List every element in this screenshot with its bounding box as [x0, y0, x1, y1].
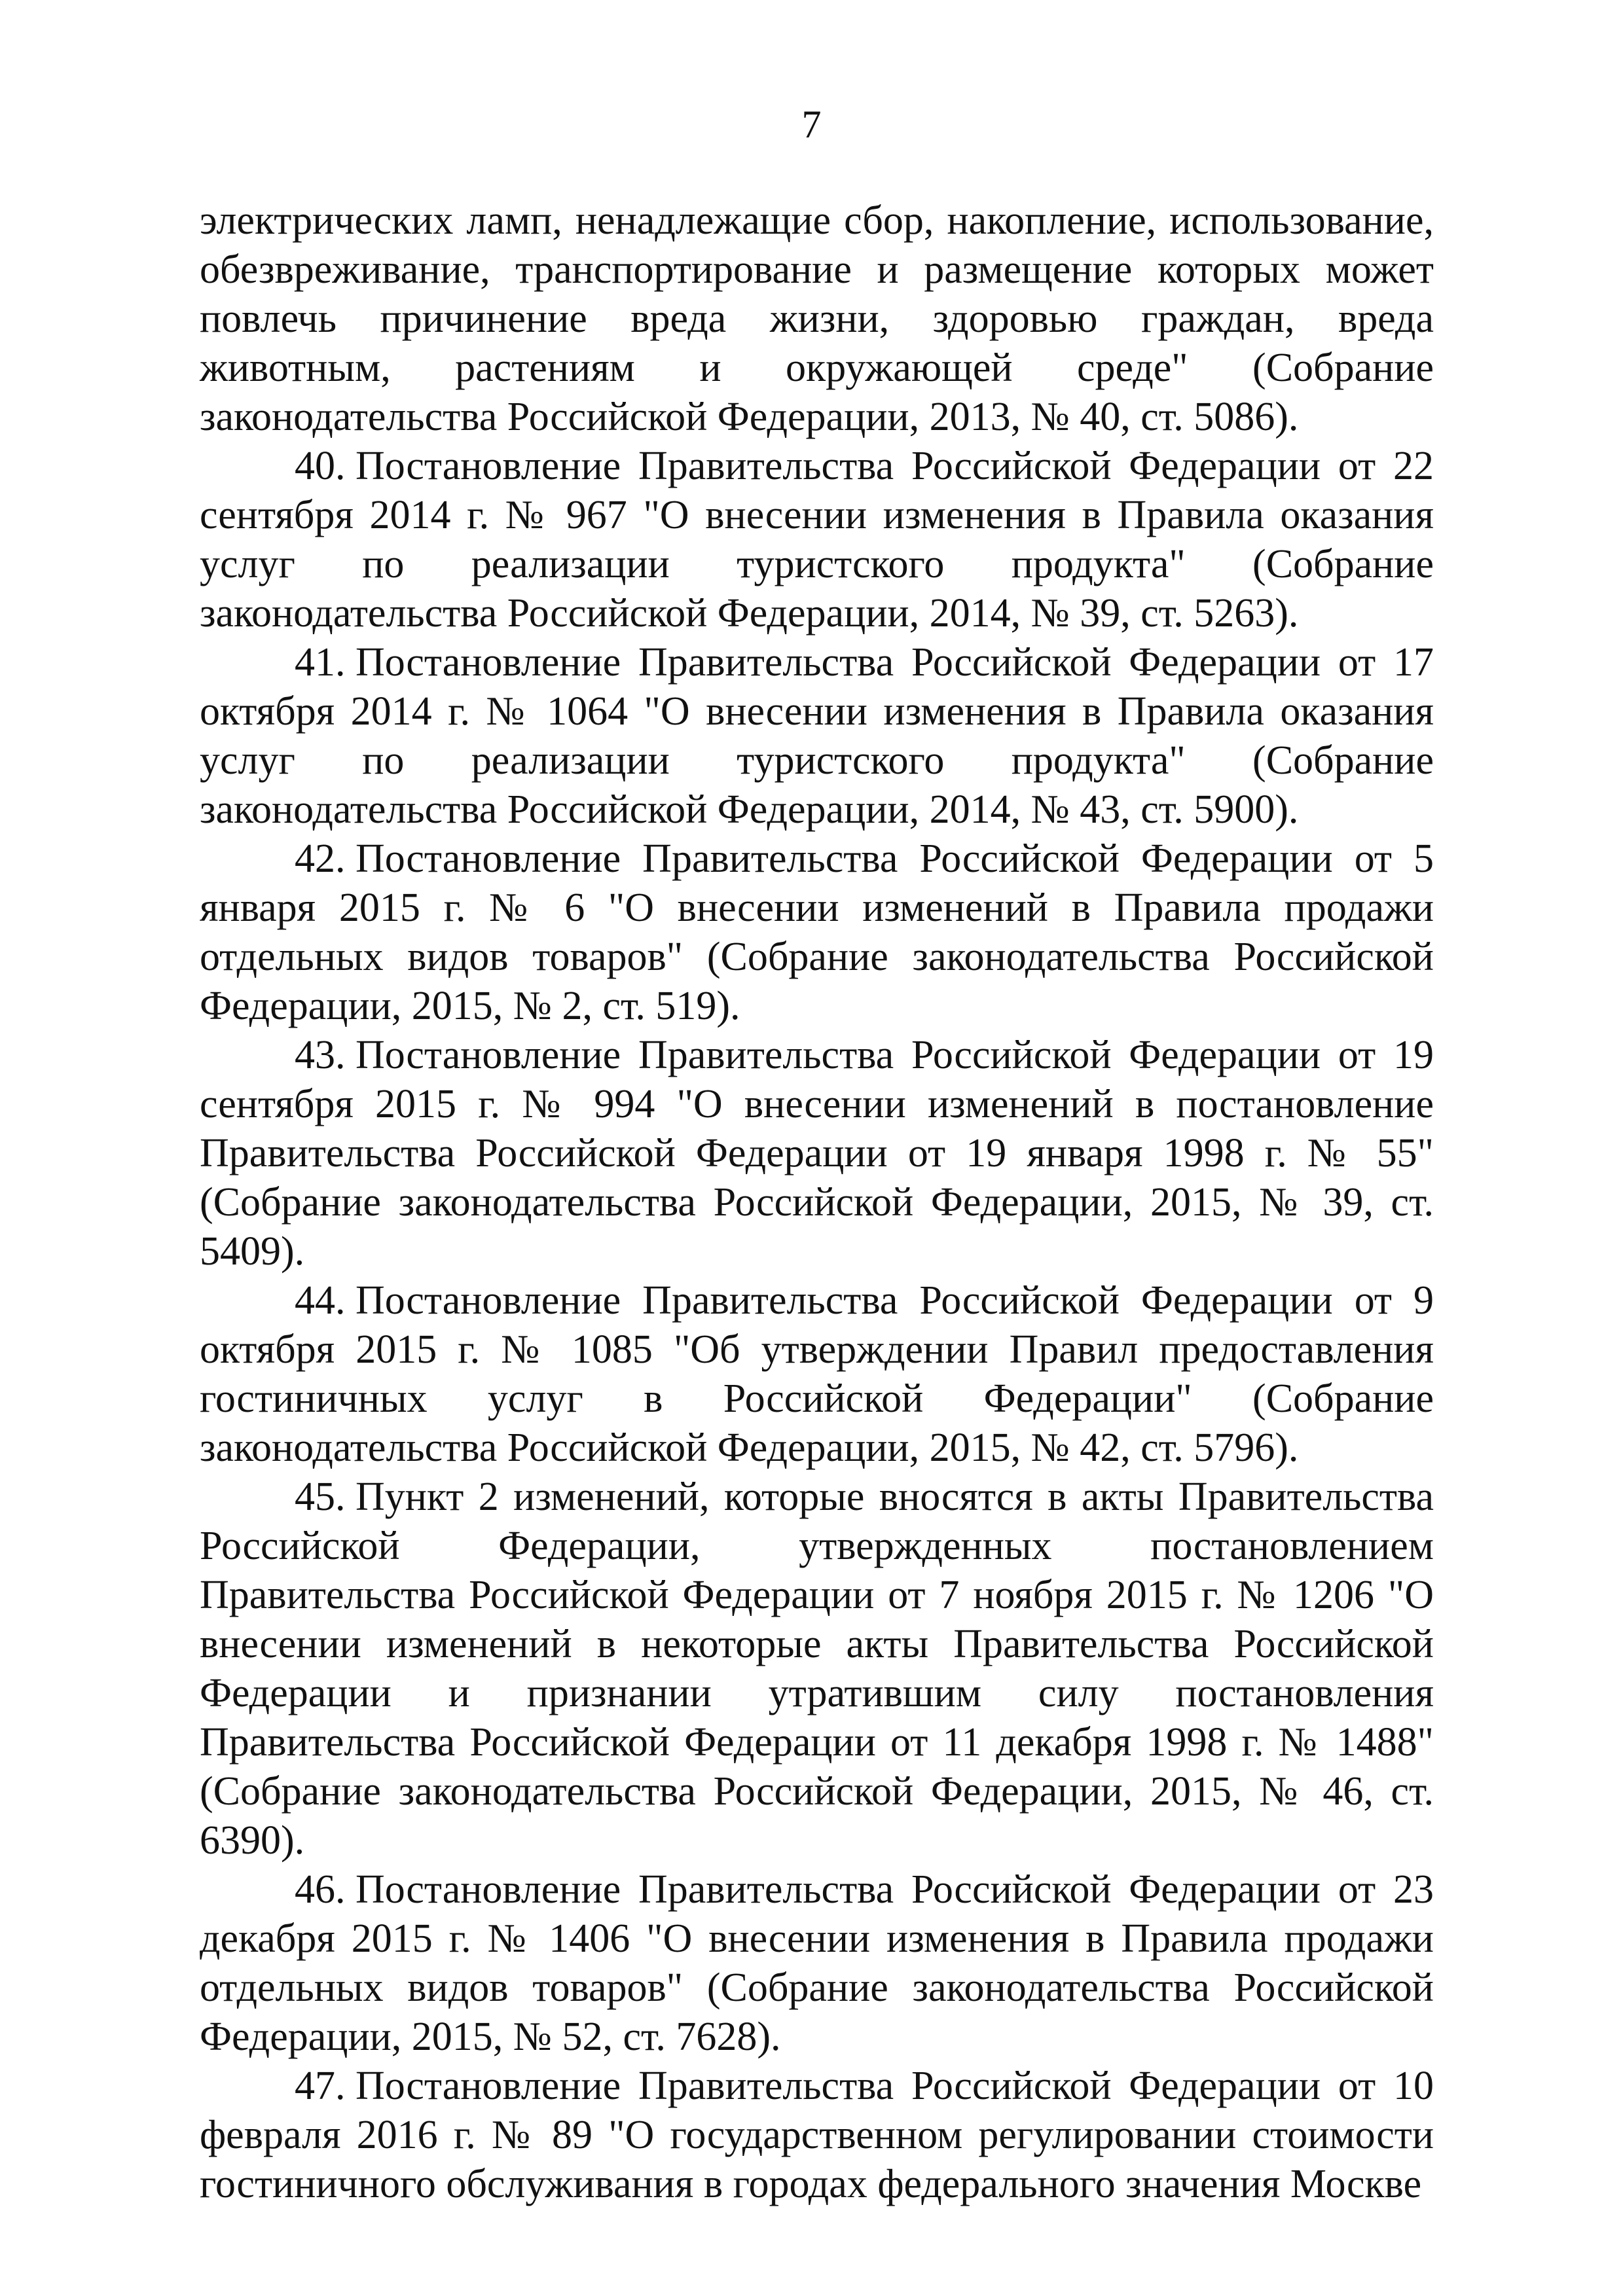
item-text: Пункт 2 изменений, которые вносятся в акты Правительства Российской Федерации, утвержденных постановлением Правительства Российской Федерации от 7 ноября 2015 г. № 1206 "О внесении изменений в некоторые акты Правительства Российской Федерации и признании утратившим силу постановления Правительства Российской Федерации от 11 декабря 1998 г. № 1488" (Собрание законодательства Российской Федерации, 2015, № 46, ст. 6390). [200, 1475, 1434, 1863]
item-number: 47. [295, 2064, 346, 2108]
item-number: 40. [295, 444, 346, 488]
item-text: Постановление Правительства Российской Федерации от 19 сентября 2015 г. № 994 "О внесении изменений в постановление Правительства Российской Федерации от 19 января 1998 г. № 55" (Собрание законодательства Российской Федерации, 2015, № 39, ст. 5409). [200, 1033, 1434, 1274]
page-number: 7 [801, 103, 822, 146]
item-text: Постановление Правительства Российской Федерации от 5 января 2015 г. № 6 "О внесении изменений в Правила продажи отдельных видов товаров" (Собрание законодательства Российской Федерации, 2015, № 2, ст. 519). [200, 836, 1434, 1028]
item-number: 46. [295, 1867, 346, 1912]
item-number: 44. [295, 1278, 346, 1323]
list-item-42 [200, 834, 1434, 1031]
item-text: Постановление Правительства Российской Федерации от 10 февраля 2016 г. № 89 "О государственном регулировании стоимости гостиничного обслуживания в городах федерального значения Москве [200, 2064, 1434, 2206]
list-item-45 [200, 1473, 1434, 1865]
item-number: 45. [295, 1475, 346, 1519]
item-text: Постановление Правительства Российской Федерации от 9 октября 2015 г. № 1085 "Об утверждении Правил предоставления гостиничных услуг в Российской Федерации" (Собрание законодательства Российской Федерации, 2015, № 42, ст. 5796). [200, 1278, 1434, 1470]
list-item-40 [200, 442, 1434, 638]
item-number: 42. [295, 836, 346, 881]
paragraph-text: электрических ламп, ненадлежащие сбор, накопление, использование, обезвреживание, транспортирование и размещение которых может повлечь причинение вреда жизни, здоровью граждан, вреда животным, растениям и окружающей среде" (Собрание законодательства Российской Федерации, 2013, № 40, ст. 5086). [200, 198, 1434, 439]
list-item-47 [200, 2062, 1434, 2209]
item-number: 43. [295, 1033, 346, 1077]
document-body [200, 196, 1434, 2209]
list-item-41 [200, 638, 1434, 834]
list-item-44 [200, 1276, 1434, 1473]
list-item-46 [200, 1865, 1434, 2062]
item-text: Постановление Правительства Российской Федерации от 17 октября 2014 г. № 1064 "О внесении изменения в Правила оказания услуг по реализации туристского продукта" (Собрание законодательства Российской Федерации, 2014, № 43, ст. 5900). [200, 640, 1434, 832]
list-item-43 [200, 1031, 1434, 1276]
item-text: Постановление Правительства Российской Федерации от 22 сентября 2014 г. № 967 "О внесении изменения в Правила оказания услуг по реализации туристского продукта" (Собрание законодательства Российской Федерации, 2014, № 39, ст. 5263). [200, 444, 1434, 636]
item-text: Постановление Правительства Российской Федерации от 23 декабря 2015 г. № 1406 "О внесении изменения в Правила продажи отдельных видов товаров" (Собрание законодательства Российской Федерации, 2015, № 52, ст. 7628). [200, 1867, 1434, 2059]
paragraph-continued [200, 196, 1434, 442]
item-number: 41. [295, 640, 346, 685]
